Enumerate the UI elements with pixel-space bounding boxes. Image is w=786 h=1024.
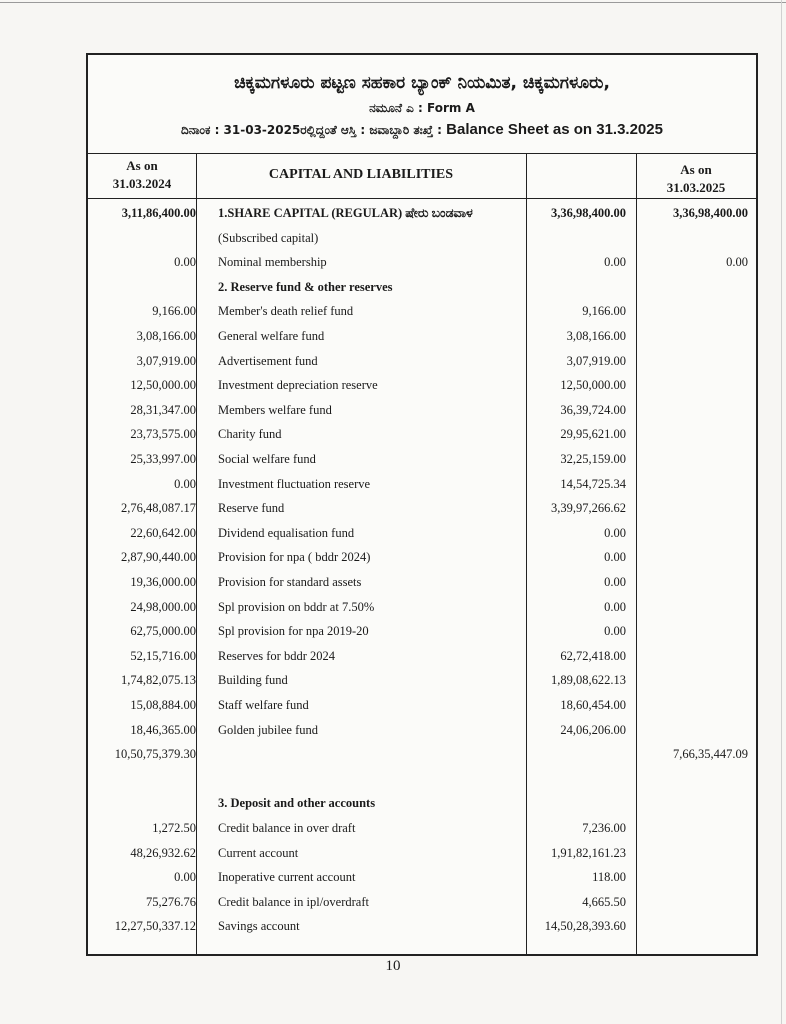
cell-particulars: Golden jubilee fund: [218, 722, 318, 737]
cell-particulars: Reserve fund: [218, 501, 285, 516]
cell-particulars: Investment depreciation reserve: [218, 378, 378, 393]
table-row: [88, 747, 756, 771]
cell-particulars: Reserves for bddr 2024: [218, 648, 335, 663]
cell-particulars: Spl provision for npa 2019-20: [218, 624, 369, 639]
cell-current-amount: 18,60,454.00: [560, 698, 626, 712]
table-row: [88, 846, 756, 870]
cell-prev-year: 10,50,75,379.30: [114, 747, 196, 762]
cell-current-amount: 3,07,919.00: [566, 353, 626, 368]
cell-current-amount: 29,95,621.00: [560, 427, 626, 442]
table-row: [88, 403, 756, 427]
table-row: [88, 919, 756, 943]
cell-current-amount: 0.00: [604, 525, 626, 540]
page-number: 10: [385, 958, 401, 974]
cell-current-amount: 1,91,82,161.23: [551, 845, 626, 860]
cell-particulars: Credit balance in over draft: [218, 821, 356, 835]
cell-current-total: 3,36,98,400.00: [673, 206, 748, 220]
cell-particulars: 2. Reserve fund & other reserves: [218, 279, 393, 294]
cell-prev-year: 52,15,716.00: [130, 648, 196, 663]
scan-top-line: [0, 2, 786, 3]
cell-particulars: 1.SHARE CAPITAL (REGULAR) ಷೇರು ಬಂಡವಾಳ: [218, 206, 473, 220]
cell-particulars: Credit balance in ipl/overdraft: [218, 894, 369, 909]
cell-particulars: 3. Deposit and other accounts: [218, 796, 376, 811]
cell-current-amount: 7,236.00: [582, 821, 626, 835]
col-header-prev-line2: 31.03.2024: [112, 176, 172, 191]
table-row: [88, 378, 756, 402]
table-row: [88, 550, 756, 574]
cell-current-amount: 9,166.00: [582, 304, 626, 319]
cell-prev-year: 22,60,642.00: [130, 525, 196, 540]
table-row: [88, 354, 756, 378]
cell-current-amount: 36,39,724.00: [560, 402, 626, 417]
cell-prev-year: 3,11,86,400.00: [121, 206, 196, 220]
cell-particulars: Provision for standard assets: [218, 575, 362, 589]
cell-current-amount: 32,25,159.00: [560, 452, 626, 466]
cell-current-amount: 0.00: [604, 255, 626, 270]
table-row: [88, 673, 756, 697]
column-header-divider: [88, 198, 756, 199]
cell-prev-year: 25,33,997.00: [130, 452, 196, 466]
col-header-cur-year: [636, 161, 756, 197]
table-row: [88, 255, 756, 279]
table-row: [88, 723, 756, 747]
cell-particulars: Current account: [218, 845, 299, 860]
date-line: [88, 121, 756, 138]
cell-prev-year: 12,27,50,337.12: [114, 919, 196, 934]
cell-current-amount: 0.00: [604, 550, 626, 565]
cell-current-amount: 14,54,725.34: [560, 476, 626, 491]
col-header-prev-line1: As on: [126, 158, 158, 173]
cell-current-amount: 62,72,418.00: [560, 648, 626, 663]
cell-particulars: Investment fluctuation reserve: [218, 476, 371, 491]
table-row: [88, 206, 756, 230]
table-row: [88, 501, 756, 525]
cell-current-amount: 3,39,97,266.62: [551, 501, 626, 516]
col-header-cur-line2: 31.03.2025: [666, 180, 726, 195]
cell-current-total: 7,66,35,447.09: [673, 747, 748, 762]
cell-current-amount: 3,36,98,400.00: [551, 206, 626, 220]
cell-current-amount: 12,50,000.00: [560, 378, 626, 393]
cell-prev-year: 9,166.00: [152, 304, 196, 319]
cell-current-amount: 118.00: [592, 870, 626, 885]
cell-prev-year: 24,98,000.00: [130, 599, 196, 614]
cell-prev-year: 1,272.50: [152, 821, 196, 835]
cell-current-amount: 1,89,08,622.13: [551, 673, 626, 688]
table-row: [88, 870, 756, 894]
cell-current-amount: 0.00: [604, 599, 626, 614]
cell-particulars: Social welfare fund: [218, 452, 316, 466]
col-header-cur-line1: As on: [680, 162, 712, 177]
table-row: [88, 895, 756, 919]
table-row: [88, 796, 756, 820]
cell-current-total: 0.00: [726, 255, 748, 270]
bank-name-title: ಚಿಕ್ಕಮಗಳೂರು ಪಟ್ಟಣ ಸಹಕಾರ ಬ್ಯಾಂಕ್ ನಿಯಮಿತ, ಚಿಕ್ಕಮಗಳೂರು,: [234, 73, 610, 93]
table-row: [88, 231, 756, 255]
table-row: [88, 821, 756, 845]
cell-prev-year: 28,31,347.00: [130, 402, 196, 417]
cell-particulars: Provision for npa ( bddr 2024): [218, 550, 371, 565]
cell-particulars: Member's death relief fund: [218, 304, 354, 319]
cell-prev-year: 3,08,166.00: [136, 329, 196, 343]
date-line-english: Balance Sheet as on 31.3.2025: [446, 121, 663, 138]
header-divider: [88, 153, 756, 154]
col-header-prev-year: [88, 157, 196, 193]
balance-sheet-frame: [86, 53, 758, 956]
cell-particulars: Charity fund: [218, 427, 282, 442]
table-row: [88, 427, 756, 451]
table-row: [88, 280, 756, 304]
table-row: [88, 452, 756, 476]
cell-prev-year: 75,276.76: [146, 894, 196, 909]
cell-prev-year: 12,50,000.00: [130, 378, 196, 393]
cell-current-amount: 3,08,166.00: [566, 329, 626, 343]
col-header-particulars: CAPITAL AND LIABILITIES: [268, 167, 454, 182]
cell-particulars: Building fund: [218, 673, 288, 688]
cell-particulars: Staff welfare fund: [218, 698, 309, 712]
cell-particulars: Inoperative current account: [218, 870, 356, 885]
cell-particulars: General welfare fund: [218, 329, 325, 343]
cell-particulars: (Subscribed capital): [218, 230, 319, 245]
cell-prev-year: 48,26,932.62: [130, 845, 196, 860]
table-row: [88, 575, 756, 599]
table-row: [88, 526, 756, 550]
cell-current-amount: 14,50,28,393.60: [544, 919, 626, 934]
cell-particulars: Dividend equalisation fund: [218, 525, 355, 540]
cell-prev-year: 19,36,000.00: [130, 575, 196, 589]
cell-prev-year: 0.00: [174, 476, 196, 491]
cell-prev-year: 62,75,000.00: [130, 624, 196, 639]
cell-prev-year: 2,76,48,087.17: [121, 501, 196, 516]
cell-current-amount: 4,665.50: [582, 894, 626, 909]
cell-prev-year: 0.00: [174, 870, 196, 885]
table-row: [88, 329, 756, 353]
table-row: [88, 698, 756, 722]
table-row: [88, 772, 756, 796]
table-row: [88, 624, 756, 648]
cell-prev-year: 2,87,90,440.00: [121, 550, 196, 565]
cell-particulars: Members welfare fund: [218, 402, 332, 417]
table-row: [88, 304, 756, 328]
table-row: [88, 600, 756, 624]
cell-prev-year: 15,08,884.00: [130, 698, 196, 712]
form-label: ನಮೂನೆ ಎ : Form A: [369, 101, 475, 115]
cell-prev-year: 1,74,82,075.13: [121, 673, 196, 688]
sheet-header: [88, 55, 756, 155]
scan-right-edge: [781, 0, 782, 1024]
cell-particulars: Savings account: [218, 919, 300, 934]
cell-current-amount: 0.00: [604, 624, 626, 639]
table-row: [88, 649, 756, 673]
cell-current-amount: 0.00: [604, 575, 626, 589]
table-row: [88, 477, 756, 501]
date-line-kannada: ದಿನಾಂಕ : 31-03-2025ರಲ್ಲಿದ್ದಂತೆ ಆಸ್ತಿ : ಜವಾಬ್ದಾರಿ ತಃಖ್ತೆ :: [181, 123, 442, 137]
cell-prev-year: 23,73,575.00: [130, 427, 196, 442]
cell-current-amount: 24,06,206.00: [560, 722, 626, 737]
cell-prev-year: 3,07,919.00: [136, 353, 196, 368]
cell-particulars: Spl provision on bddr at 7.50%: [218, 599, 375, 614]
cell-particulars: Nominal membership: [218, 255, 327, 270]
cell-prev-year: 0.00: [174, 255, 196, 270]
cell-particulars: Advertisement fund: [218, 353, 318, 368]
cell-prev-year: 18,46,365.00: [130, 722, 196, 737]
